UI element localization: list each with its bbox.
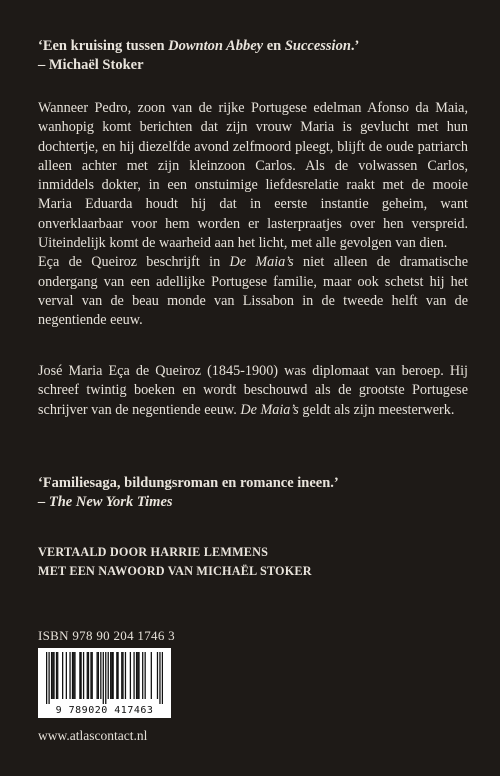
synopsis-paragraph-1: Wanneer Pedro, zoon van de rijke Portugese edelman Afonso da Maia, wanhopig komt berichten dat zijn vrouw Maria is gevlucht met hun dochtertje, en hij diezelfde avond zelfmoord pleegt, blijft de oude patriarch alleen achter met zijn kleinzoon Carlos. Als de volwassen Carlos, inmiddels dokter, in een onstuimige liefdesrelatie raakt met de mooie Maria Eduarda houdt hij dat in eerste instantie geheim, want onverklaarbaar voor hem worden er lasterpraatjes over hen verspreid. Uiteindelijk komt de waarheid aan het licht, met alle gevolgen van dien.: [38, 100, 468, 252]
barcode-bar: [87, 652, 88, 699]
publisher-website: www.atlascontact.nl: [38, 728, 148, 743]
isbn-text: ISBN 978 90 204 1746 3: [38, 628, 175, 643]
barcode-bar: [88, 652, 89, 699]
synopsis: [38, 99, 468, 331]
bio-end: geldt als zijn meesterwerk.: [298, 401, 455, 418]
quote-author-stoker: – Michaël Stoker: [38, 57, 144, 73]
barcode-bar: [96, 652, 97, 699]
review-quote-nyt: [38, 474, 468, 512]
barcode-bar: [92, 652, 93, 699]
barcode-bar: [136, 652, 137, 699]
barcode-bar: [51, 652, 52, 699]
review-quote-stoker: [38, 37, 468, 75]
barcode-bar: [138, 652, 139, 699]
quote2-author: – The New York Times: [38, 494, 173, 510]
quote2-text: ‘Familiesaga, bildungsroman en romance ineen.’: [38, 475, 339, 491]
quote-mid: en: [263, 38, 285, 54]
barcode-bar: [122, 652, 123, 699]
barcode-bar: [69, 652, 70, 699]
barcode-bar: [53, 652, 54, 699]
quote-title-succession: Succession: [284, 38, 351, 54]
barcode-bar: [72, 652, 73, 699]
quote-close: .’: [350, 38, 360, 54]
barcode-bar: [137, 652, 138, 699]
bio-start: José Maria Eça de Queiroz (1845-1900) was diplomaat van beroep. Hij schreef twintig boeken en wordt beschouwd als de grootste Portugese schrijver van de negentiende eeuw.: [38, 363, 468, 418]
barcode-bar: [90, 652, 91, 699]
barcode-bar: [113, 652, 114, 699]
bio-paragraph: [38, 362, 468, 420]
barcode-bar: [142, 652, 143, 699]
barcode-bar: [108, 652, 109, 699]
translator-credit: VERTAALD DOOR HARRIE LEMMENS: [38, 545, 269, 559]
afterword-credit: MET EEN NAWOORD VAN MICHAËL STOKER: [38, 564, 312, 578]
barcode-bar: [80, 652, 81, 699]
barcode-bar: [66, 652, 67, 699]
barcode-bar: [56, 652, 57, 699]
barcode-bar: [79, 652, 80, 699]
barcode-bar: [74, 652, 75, 699]
author-bio: [38, 362, 468, 420]
quote-open: ‘Een kruising tussen: [38, 38, 169, 54]
barcode-digits: 9 789020 417463: [55, 705, 154, 716]
barcode: [38, 648, 171, 718]
synopsis-p2-title: De Maia’s: [229, 254, 294, 271]
barcode-bar: [103, 652, 104, 704]
barcode-bar: [130, 652, 131, 699]
barcode-bar: [105, 652, 106, 704]
synopsis-paragraph-2: [38, 253, 468, 330]
barcode-bar: [159, 652, 160, 704]
barcode-bar: [133, 652, 134, 699]
barcode-bar: [83, 652, 84, 699]
barcode-bar: [98, 652, 99, 699]
barcode-bars: [46, 652, 163, 704]
barcode-bar: [52, 652, 53, 699]
barcode-bar: [57, 652, 58, 699]
barcode-bar: [110, 652, 111, 699]
barcode-bar: [62, 652, 63, 699]
barcode-bar: [100, 652, 101, 699]
barcode-bar: [116, 652, 117, 699]
barcode-bar: [117, 652, 118, 699]
barcode-bar: [46, 652, 47, 704]
quote-title-downton: Downton Abbey: [168, 38, 264, 54]
bio-title: De Maia’s: [240, 401, 299, 418]
barcode-bar: [111, 652, 112, 699]
barcode-bar: [162, 652, 163, 704]
barcode-bar: [121, 652, 122, 699]
barcode-bar: [151, 652, 152, 699]
synopsis-p2-start: Eça de Queiroz beschrijft in: [38, 254, 230, 271]
synopsis-p2-end: niet alleen de dramatische ondergang van een adellijke Portugese familie, maar ook schetst hij het verval van de beau monde van Lissabon in de tweede helft van de negentiende eeuw.: [38, 254, 468, 329]
barcode-bar: [125, 652, 126, 699]
barcode-bar: [157, 652, 158, 699]
barcode-bar: [145, 652, 146, 699]
barcode-bar: [73, 652, 74, 699]
credits: [38, 543, 468, 581]
barcode-bar: [48, 652, 49, 704]
